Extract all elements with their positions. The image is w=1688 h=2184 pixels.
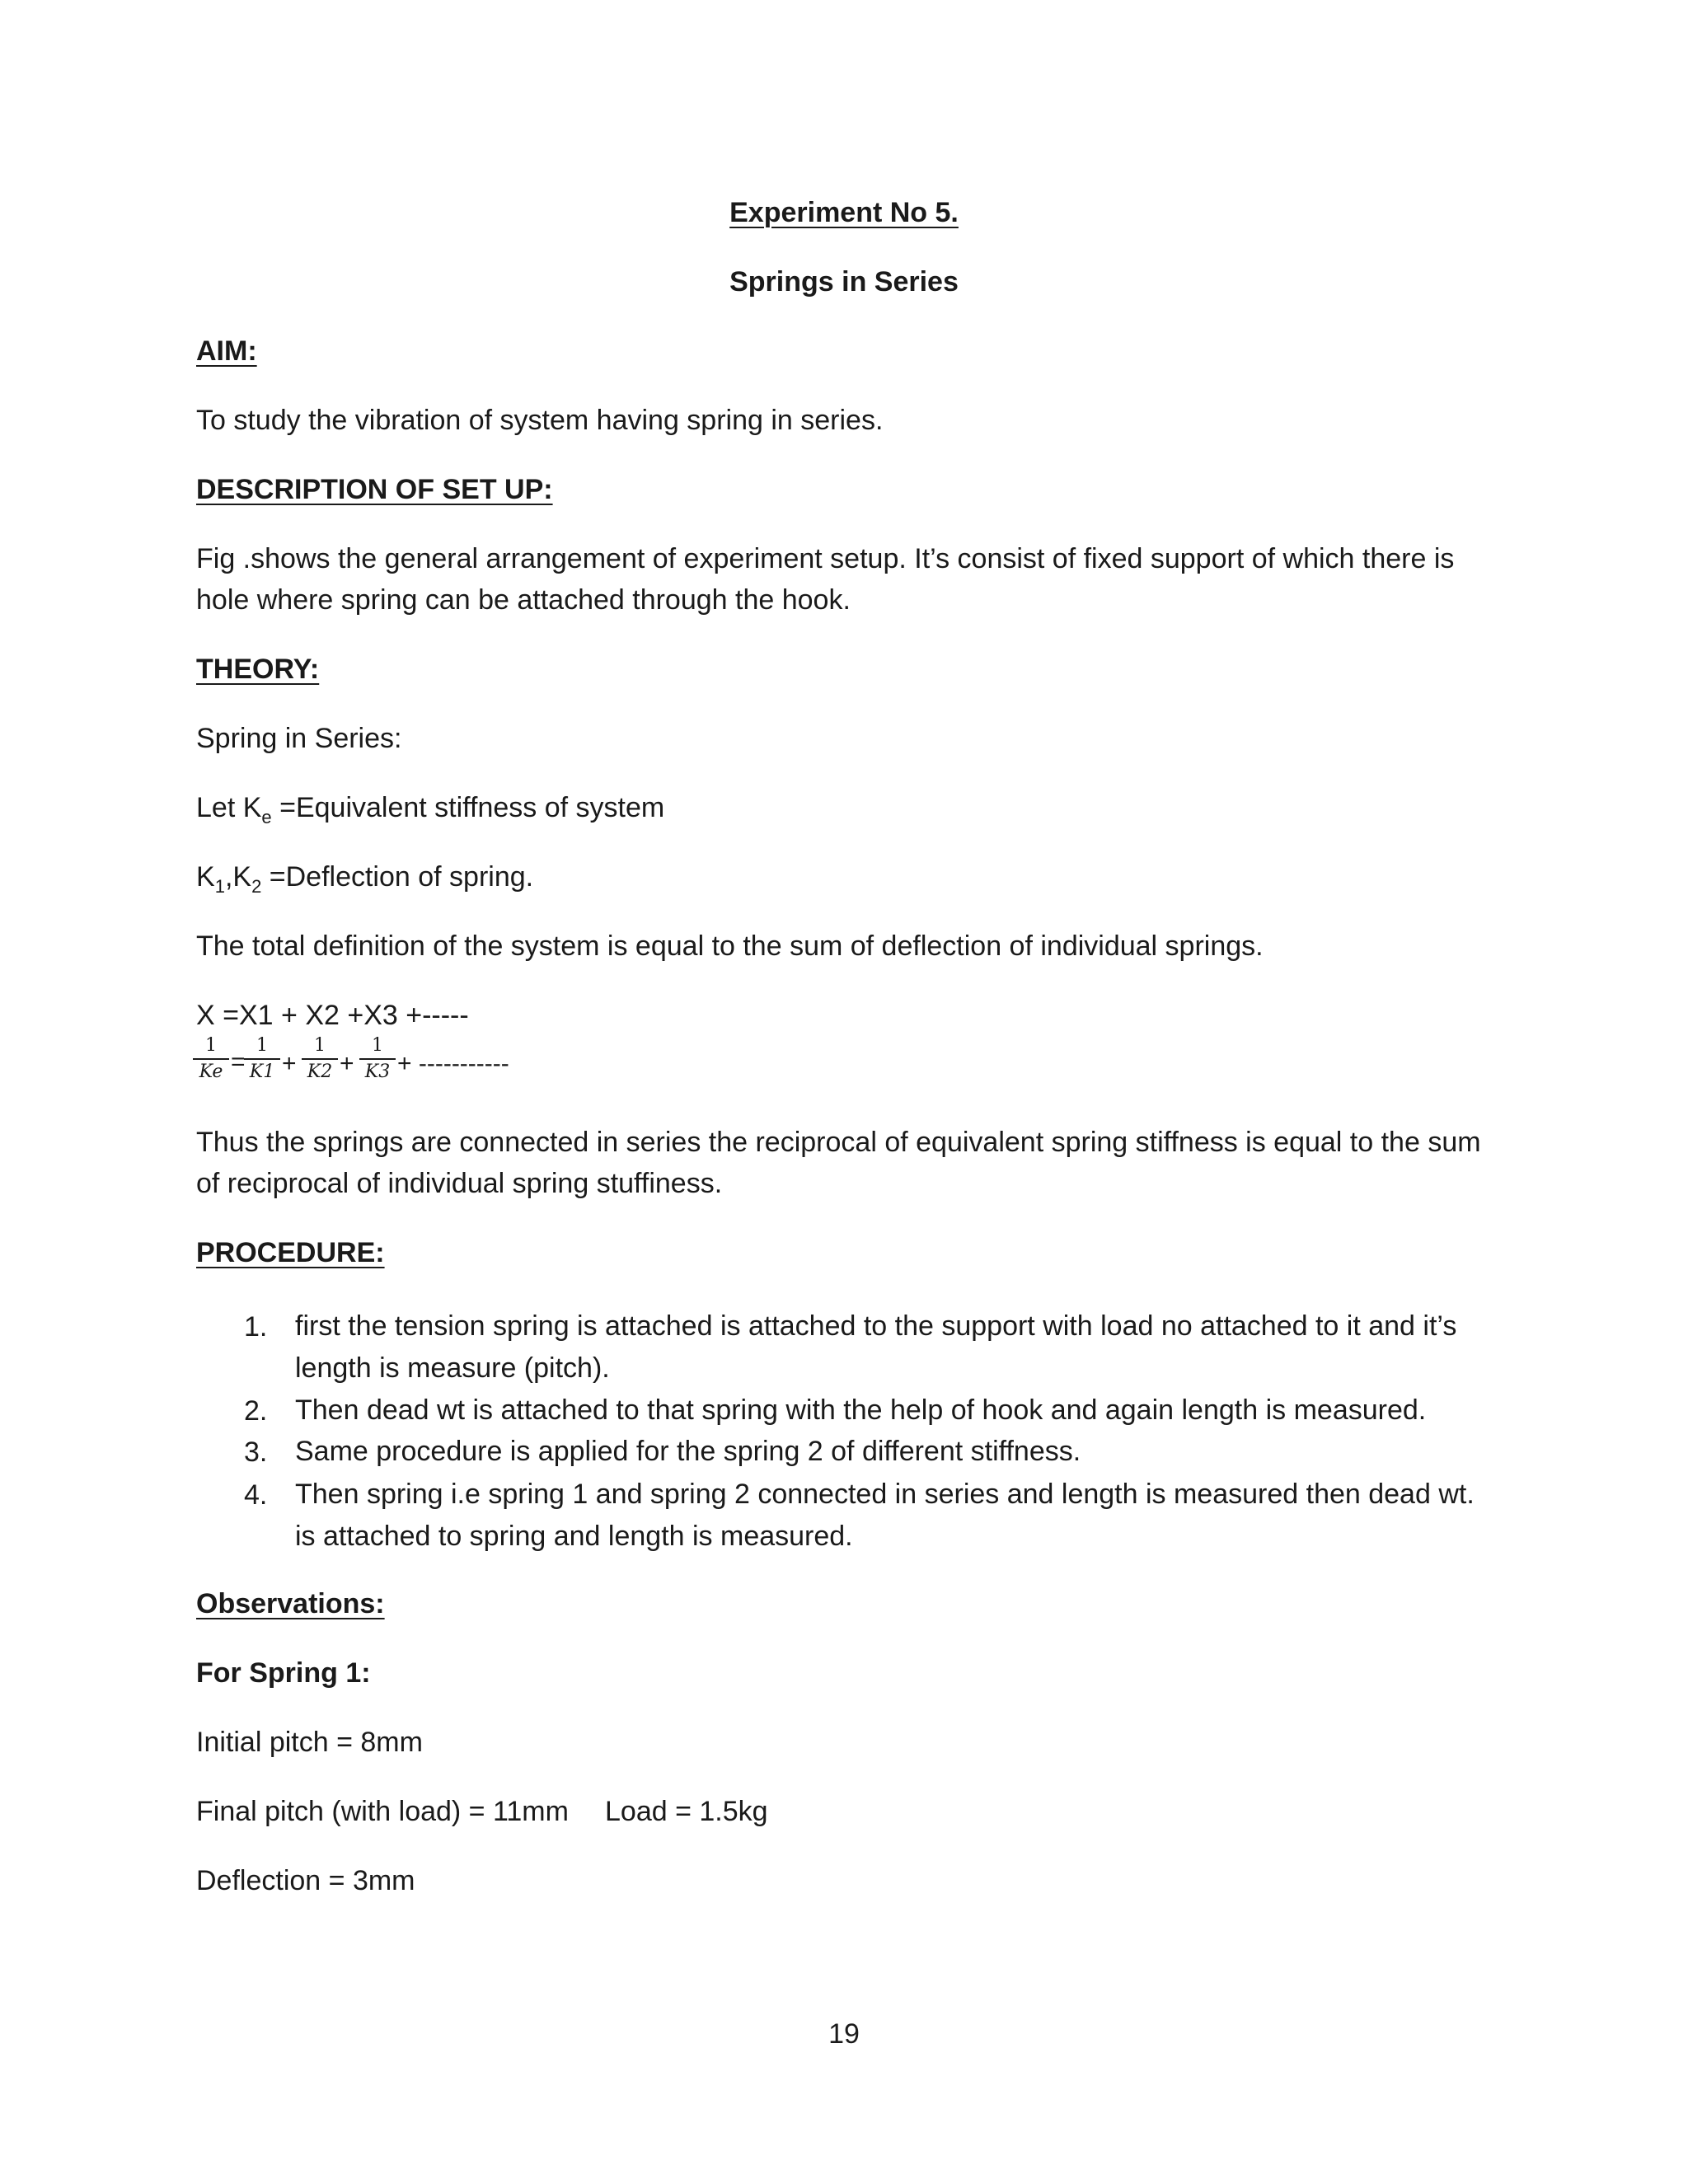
spring-deflection-definition (196, 860, 534, 897)
let-subscript: e (261, 807, 272, 827)
observations-heading: Observations: (196, 1588, 385, 1619)
conclusion-line-1: Thus the springs are connected in series the reciprocal of equivalent spring stiffness is equal to the sum (196, 1127, 1481, 1158)
let-prefix: Let K (196, 792, 262, 823)
spring-in-series-label: Spring in Series: (196, 723, 402, 754)
theory-heading: THEORY: (196, 654, 320, 685)
fraction-1-over-ke (193, 1035, 229, 1083)
k-suffix: =Deflection of spring. (261, 861, 534, 893)
numerator: 1 (205, 1035, 217, 1056)
load-value: Load = 1.5kg (605, 1796, 768, 1827)
experiment-title: Experiment No 5. (729, 197, 959, 228)
fraction-bar (302, 1058, 338, 1060)
aim-text: To study the vibration of system having spring in series. (196, 405, 884, 436)
procedure-item-number: 4. (244, 1479, 268, 1511)
procedure-item-text: Then dead wt is attached to that spring with the help of hook and again length is measured. (295, 1394, 1427, 1426)
denominator-k3: K3 (364, 1062, 391, 1082)
denominator-ke: Ke (199, 1062, 223, 1082)
numerator: 1 (372, 1035, 383, 1056)
fraction-bar (193, 1058, 229, 1060)
equation-tail: + ----------- (397, 1050, 509, 1077)
deflection-value: Deflection = 3mm (196, 1865, 415, 1896)
procedure-item-number: 3. (244, 1436, 268, 1468)
experiment-subtitle: Springs in Series (729, 266, 959, 298)
fraction-bar (244, 1058, 280, 1060)
k1-subscript: 1 (214, 876, 225, 897)
equivalent-stiffness-definition (196, 791, 665, 827)
fraction-1-over-k1 (244, 1035, 280, 1083)
aim-heading: AIM: (196, 335, 257, 367)
setup-heading: DESCRIPTION OF SET UP: (196, 474, 553, 505)
page-number: 19 (828, 2018, 860, 2050)
procedure-item-text: Same procedure is applied for the spring 2 of different stiffness. (295, 1436, 1081, 1467)
denominator-k1: K1 (249, 1062, 275, 1082)
plus-sign: + (340, 1050, 354, 1077)
total-deflection-statement: The total definition of the system is equal to the sum of deflection of individual springs. (196, 930, 1264, 962)
plus-sign: + (282, 1050, 297, 1077)
procedure-item-number: 2. (244, 1395, 268, 1427)
let-suffix: =Equivalent stiffness of system (271, 792, 665, 823)
equals-sign: = (231, 1048, 246, 1076)
setup-line-1: Fig .shows the general arrangement of experiment setup. It’s consist of fixed support of which there is (196, 543, 1455, 574)
fraction-bar (359, 1058, 396, 1060)
denominator-k2: K2 (307, 1062, 333, 1082)
setup-line-2: hole where spring can be attached through the hook. (196, 584, 851, 616)
numerator: 1 (314, 1035, 326, 1056)
deflection-sum-equation: X =X1 + X2 +X3 +----- (196, 1000, 469, 1031)
k1-symbol: K (196, 861, 215, 893)
k2-subscript: 2 (251, 876, 262, 897)
procedure-item-number: 1. (244, 1311, 268, 1343)
final-pitch: Final pitch (with load) = 11mm (196, 1796, 569, 1827)
spring-1-heading: For Spring 1: (196, 1657, 371, 1689)
procedure-heading: PROCEDURE: (196, 1237, 385, 1268)
procedure-item-text: Then spring i.e spring 1 and spring 2 connected in series and length is measured then dead wt. is attached to spring and length is measured. (295, 1479, 1475, 1552)
fraction-1-over-k3 (359, 1035, 396, 1083)
k-separator: ,K (224, 861, 252, 893)
procedure-item-text: first the tension spring is attached is attached to the support with load no attached to it and it’s length is measure (pitch). (295, 1310, 1457, 1384)
numerator: 1 (256, 1035, 268, 1056)
initial-pitch: Initial pitch = 8mm (196, 1727, 423, 1758)
fraction-1-over-k2 (302, 1035, 338, 1083)
conclusion-line-2: of reciprocal of individual spring stuffiness. (196, 1168, 723, 1199)
